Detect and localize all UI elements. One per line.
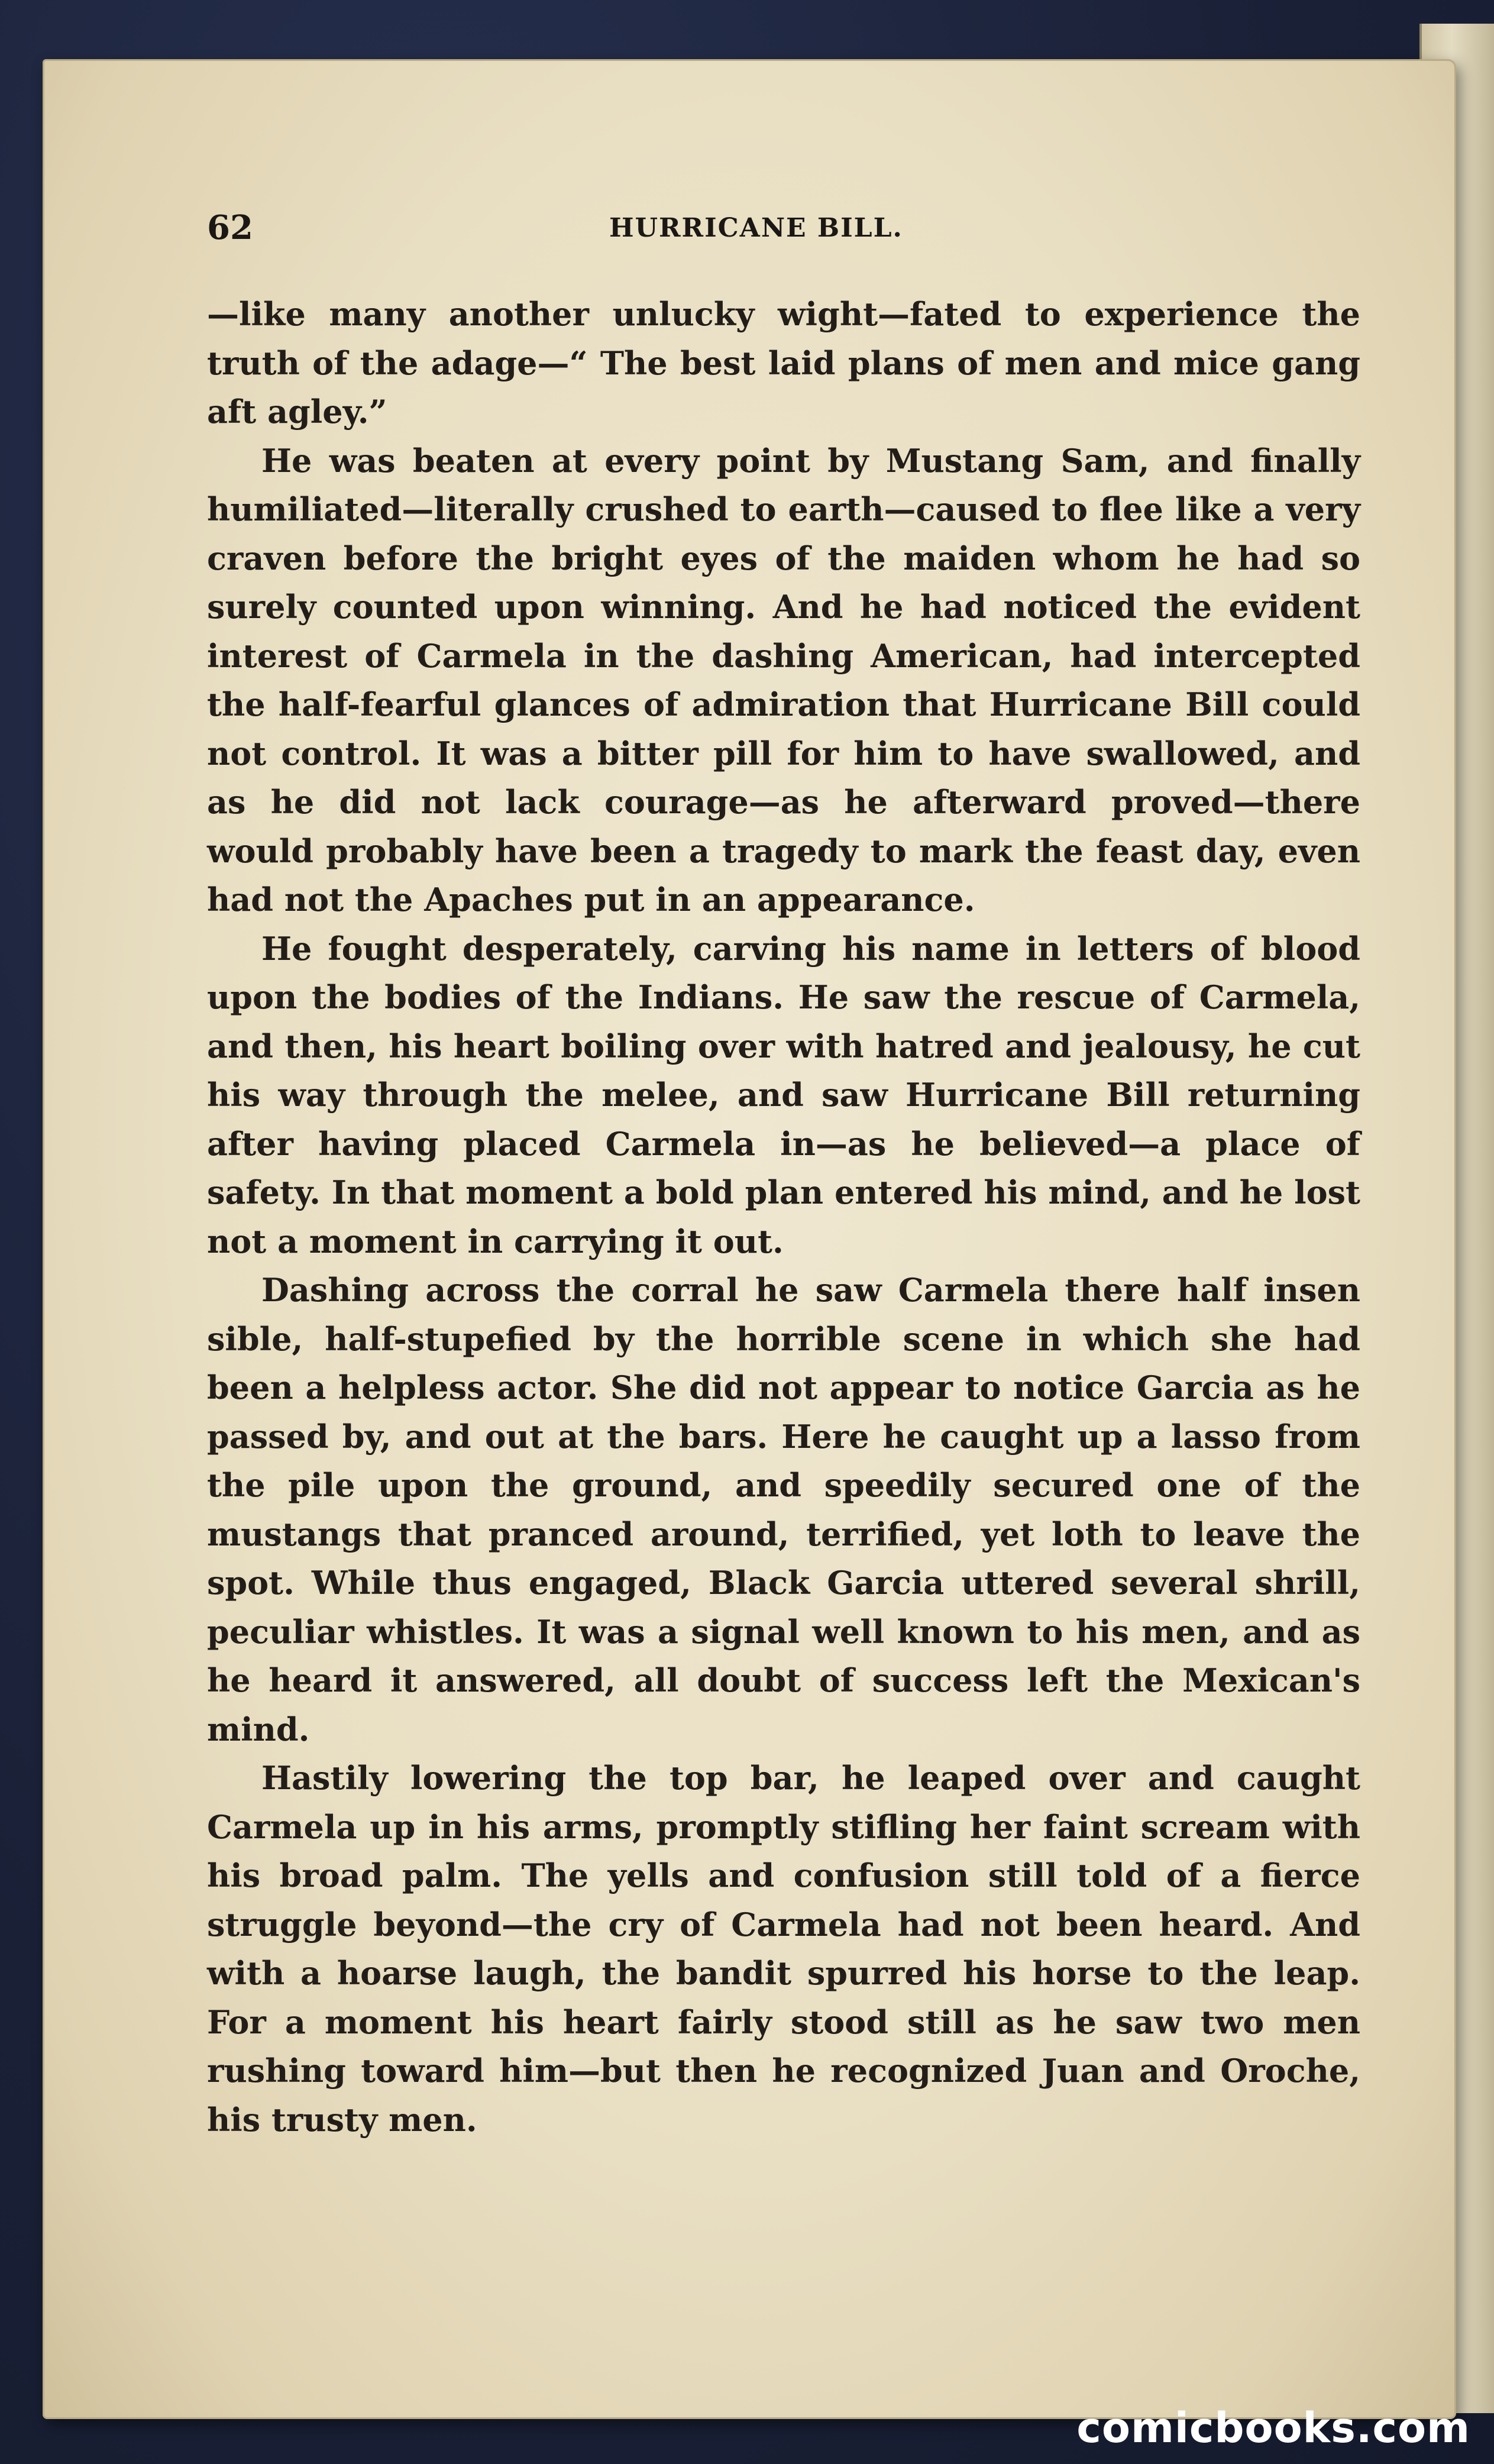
body-text bbox=[207, 290, 1360, 2144]
paragraph: —like many another unlucky wight—fated to experience the truth of the adage—“ The best laid plans of men and mice gang aft agley.” bbox=[207, 295, 1360, 431]
paragraph: Dashing across the corral he saw Carmela there half insen sible, half-stupefied by the horrible scene in which she had been a helpless actor. She did not appear to notice Garcia as he passed by, and out at the bars. Here he caught up a lasso from the pile upon the ground, and speedily secured one of the mustangs that pranced around, terrified, yet loth to leave the spot. While thus engaged, Black Garcia uttered several shrill, peculiar whistles. It was a signal well known to his men, and as he heard it answered, all doubt of success left the Mexican's mind. bbox=[207, 1271, 1360, 1748]
running-head: HURRICANE BILL. bbox=[609, 213, 903, 243]
paragraph: He was beaten at every point by Mustang Sam, and finally humiliated—literally crushed to earth—caused to flee like a very craven before the bright eyes of the maiden whom he had so surely counted upon winning. And he had noticed the evident interest of Carmela in the dashing American, had intercepted the half-fearful glances of admiration that Hurricane Bill could not control. It was a bitter pill for him to have swallowed, and as he did not lack courage—as he afterward proved—there would probably have been a tragedy to mark the feast day, even had not the Apaches put in an appearance. bbox=[207, 441, 1360, 919]
page-number: 62 bbox=[207, 208, 253, 247]
paragraph: He fought desperately, carving his name in letters of blood upon the bodies of the Indians. He saw the rescue of Carmela, and then, his heart boiling over with hatred and jealousy, he cut his way through the melee, and saw Hurricane Bill returning after having placed Carmela in—as he believed—a place of safety. In that moment a bold plan entered his mind, and he lost not a moment in carrying it out. bbox=[207, 929, 1360, 1260]
page-header bbox=[207, 208, 1390, 256]
paragraph: Hastily lowering the top bar, he leaped over and caught Carmela up in his arms, promptly stifling her faint scream with his broad palm. The yells and confusion still told of a fierce struggle beyond—the cry of Carmela had not been heard. And with a hoarse laugh, the bandit spurred his horse to the leap. For a moment his heart fairly stood still as he saw two men rushing toward him—but then he recognized Juan and Oroche, his trusty men. bbox=[207, 1759, 1360, 2139]
site-watermark: comicbooks.com bbox=[1076, 2404, 1470, 2452]
